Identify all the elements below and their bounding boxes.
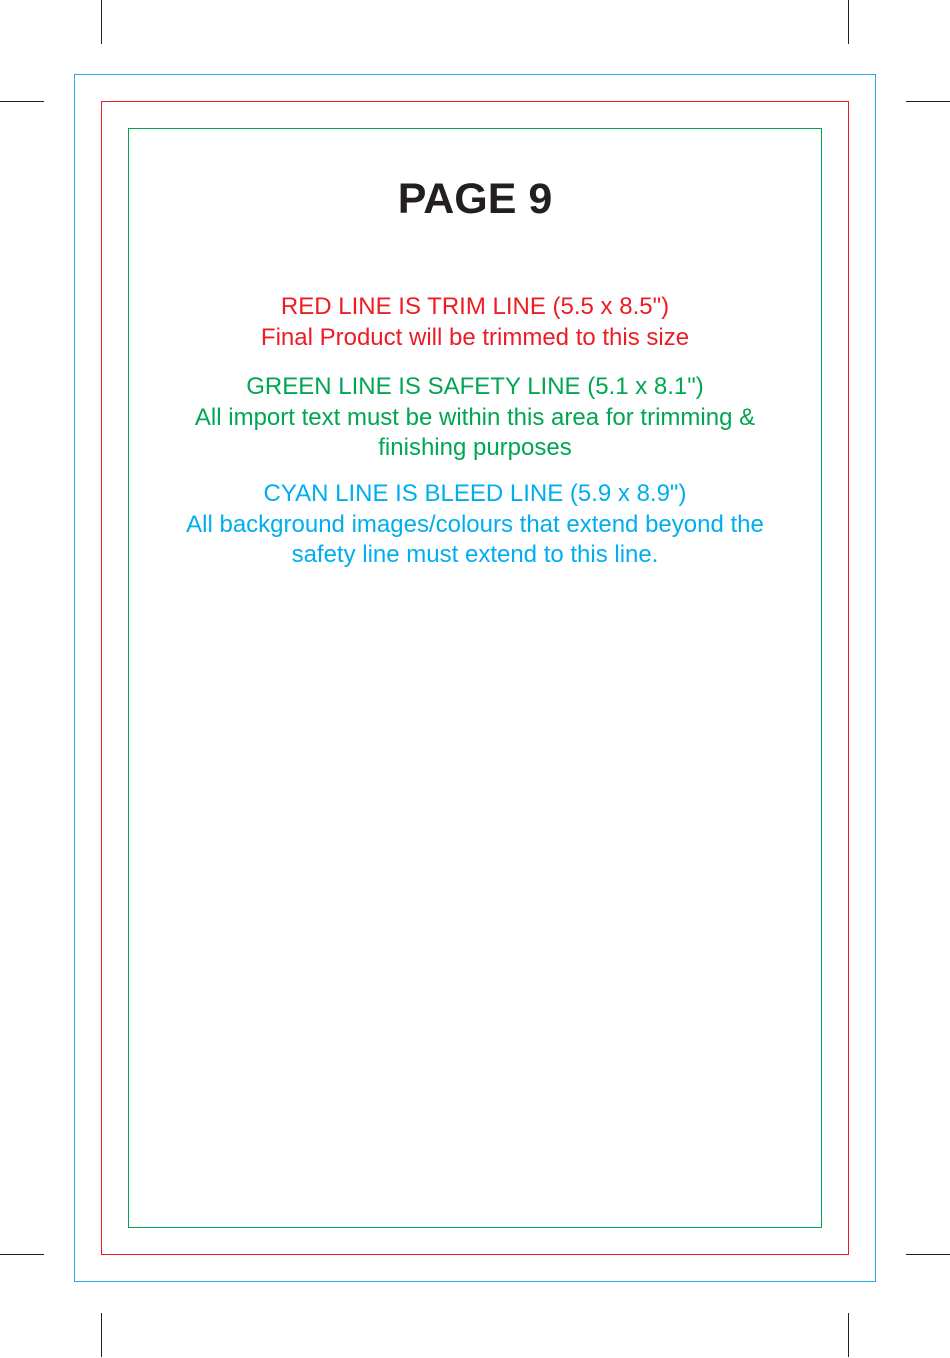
- safety-line-body-line1: All import text must be within this area for trimming &: [194, 403, 756, 431]
- bleed-line-body-line1: All background images/colours that extend beyond the: [186, 510, 764, 538]
- safety-line-heading: GREEN LINE IS SAFETY LINE (5.1 x 8.1"): [246, 373, 704, 400]
- safety-line-body-line2: finishing purposes: [378, 434, 572, 461]
- crop-mark-bottom-left-horizontal: [0, 1254, 44, 1255]
- safety-line-note: [128, 372, 822, 464]
- trim-line-note: [128, 292, 822, 353]
- crop-mark-bottom-right-horizontal: [906, 1254, 950, 1255]
- crop-mark-top-left-vertical: [101, 0, 102, 44]
- page-title: PAGE 9: [397, 175, 553, 223]
- crop-mark-top-right-vertical: [848, 0, 849, 44]
- trim-line-heading: RED LINE IS TRIM LINE (5.5 x 8.5"): [280, 293, 670, 320]
- crop-mark-top-left-horizontal: [0, 101, 44, 102]
- bleed-line-heading: CYAN LINE IS BLEED LINE (5.9 x 8.9"): [263, 480, 687, 507]
- trim-line-body: Final Product will be trimmed to this size: [260, 323, 690, 351]
- bleed-line-note: [128, 479, 822, 571]
- crop-mark-bottom-right-vertical: [848, 1313, 849, 1357]
- crop-mark-bottom-left-vertical: [101, 1313, 102, 1357]
- crop-mark-top-right-horizontal: [906, 101, 950, 102]
- bleed-line-body-line2: safety line must extend to this line.: [291, 541, 659, 568]
